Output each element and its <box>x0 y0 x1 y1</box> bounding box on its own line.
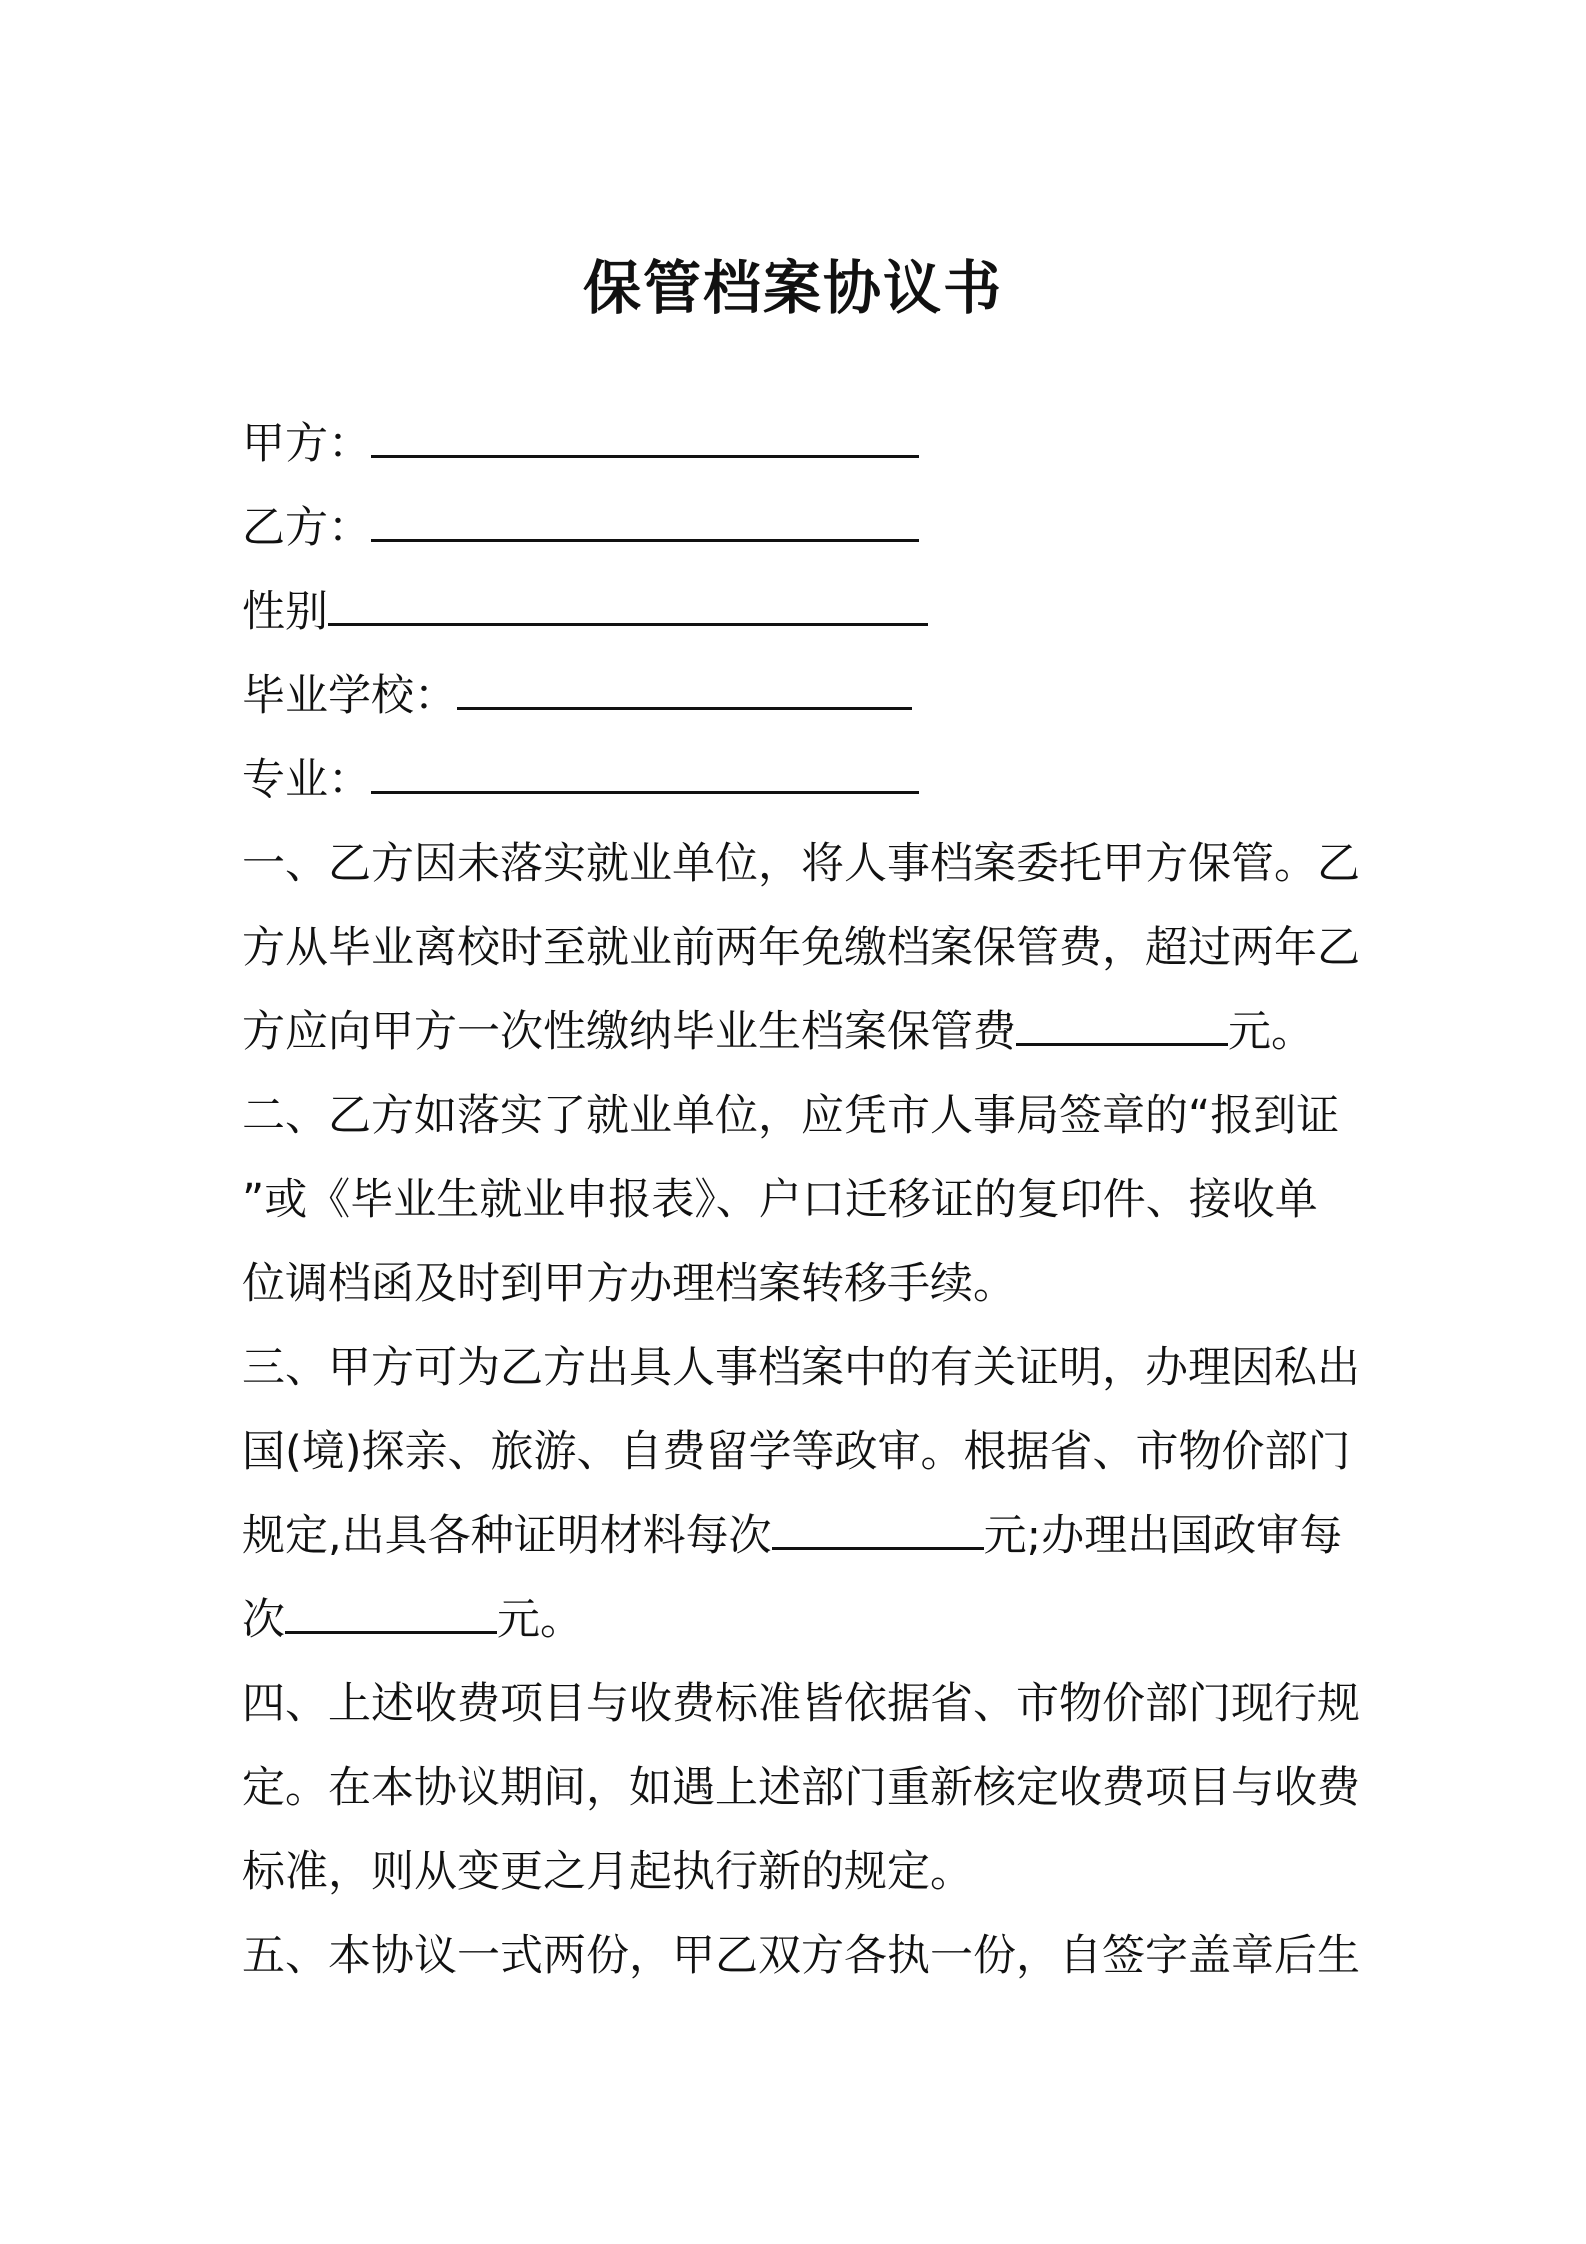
clause-line <box>242 1578 1362 1662</box>
clause-line: 位调档函及时到甲方办理档案转移手续。 <box>242 1259 1016 1309</box>
clause-line: 三、甲方可为乙方出具人事档案中的有关证明，办理因私出 <box>242 1343 1360 1393</box>
blank-line <box>328 585 928 626</box>
blank-line <box>371 417 919 458</box>
clause-line: 五、本协议一式两份，甲乙双方各执一份，自签字盖章后生 <box>242 1931 1360 1981</box>
clause-line: 国(境)探亲、旅游、自费留学等政审。根据省、市物价部门 <box>242 1427 1351 1477</box>
field-gender <box>242 570 1362 654</box>
blank-line <box>371 753 919 794</box>
clause-line: 四、上述收费项目与收费标准皆依据省、市物价部门现行规 <box>242 1679 1360 1729</box>
clause-text: 规定,出具各种证明材料每次 <box>242 1511 772 1561</box>
clause-line <box>242 990 1362 1074</box>
fee-blank <box>772 1509 984 1550</box>
agreement-clauses <box>242 822 1362 1998</box>
blank-line <box>457 669 912 710</box>
field-label: 性别 <box>242 587 328 637</box>
clause-4 <box>242 1662 1362 1914</box>
field-label: 毕业学校： <box>242 671 457 721</box>
clause-line: 方从毕业离校时至就业前两年免缴档案保管费，超过两年乙 <box>242 923 1360 973</box>
fee-blank <box>285 1593 497 1634</box>
clause-line <box>242 1494 1362 1578</box>
field-major <box>242 738 1362 822</box>
field-label: 乙方： <box>242 503 371 553</box>
clause-text: 次 <box>242 1595 285 1645</box>
field-label: 甲方： <box>242 419 371 469</box>
field-school <box>242 654 1362 738</box>
clause-line: 定。在本协议期间，如遇上述部门重新核定收费项目与收费 <box>242 1763 1360 1813</box>
field-party-a <box>242 402 1362 486</box>
blank-line <box>371 501 919 542</box>
clause-line: ”或《毕业生就业申报表》、户口迁移证的复印件、接收单 <box>242 1175 1318 1225</box>
clause-3 <box>242 1326 1362 1662</box>
clause-2 <box>242 1074 1362 1326</box>
clause-text: 方应向甲方一次性缴纳毕业生档案保管费 <box>242 1007 1016 1057</box>
field-party-b <box>242 486 1362 570</box>
clause-line: 二、乙方如落实了就业单位，应凭市人事局签章的“报到证 <box>242 1091 1340 1141</box>
field-label: 专业： <box>242 755 371 805</box>
clause-line: 一、乙方因未落实就业单位，将人事档案委托甲方保管。乙 <box>242 839 1360 889</box>
fee-blank <box>1016 1005 1228 1046</box>
clause-text: 元。 <box>497 1595 583 1645</box>
clause-5 <box>242 1914 1362 1998</box>
party-info-fields <box>242 402 1362 822</box>
clause-text: 元。 <box>1228 1007 1314 1057</box>
clause-1 <box>242 822 1362 1074</box>
clause-text: 元;办理出国政审每 <box>983 1511 1343 1561</box>
clause-line: 标准，则从变更之月起执行新的规定。 <box>242 1847 973 1897</box>
document-title: 保管档案协议书 <box>582 254 1003 322</box>
